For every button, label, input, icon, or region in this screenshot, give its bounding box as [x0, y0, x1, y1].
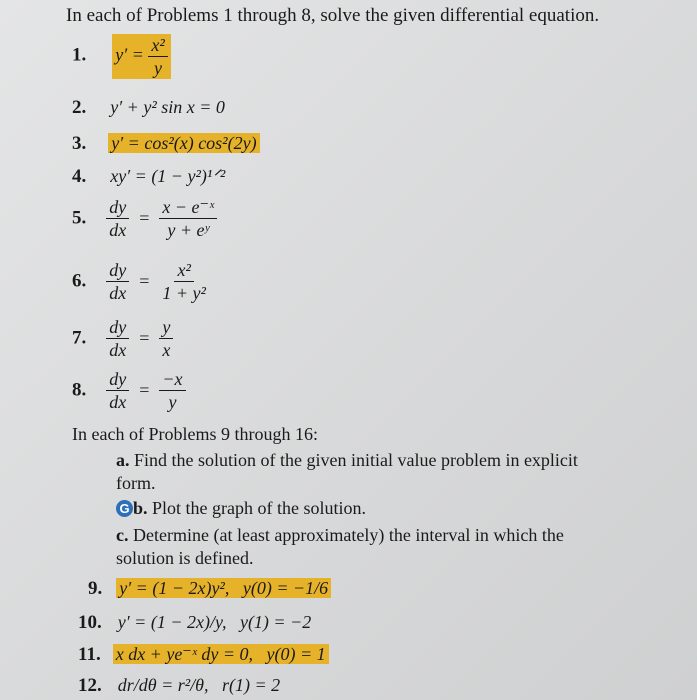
numerator: x²: [174, 259, 193, 282]
numerator: x − e⁻ˣ: [159, 196, 217, 219]
part-c-text: Determine (at least approximately) the interval in which the: [133, 525, 564, 545]
part-b-text: Plot the graph of the solution.: [152, 498, 366, 518]
instructions-heading: In each of Problems 1 through 8, solve the given differential equation.: [66, 5, 600, 26]
equals: =: [139, 328, 150, 348]
problem-7: [72, 316, 173, 361]
problem-12: [78, 675, 280, 697]
problem-number: 11.: [78, 644, 101, 665]
equals: =: [139, 271, 150, 291]
denominator: y: [154, 58, 163, 78]
denominator: dx: [109, 392, 127, 412]
derivative: [106, 316, 129, 361]
problem-number: 8.: [72, 379, 87, 401]
problem-2-equation: y′ + y² sin x = 0: [110, 97, 225, 117]
problem-number: 9.: [88, 578, 103, 599]
denominator: dx: [109, 220, 127, 240]
initial-condition: y(0) = −1/6: [242, 578, 329, 598]
denominator: y: [168, 392, 177, 412]
problem-1-equation: [112, 34, 170, 79]
part-a-label: a.: [116, 450, 130, 470]
initial-condition: y(1) = −2: [239, 612, 312, 632]
numerator: dy: [106, 368, 129, 391]
problem-10: [78, 612, 311, 634]
problem-3: [72, 133, 260, 155]
problem-6: [72, 259, 209, 304]
problem-4-equation: xy′ = (1 − y²)¹ᐟ²: [110, 166, 226, 186]
problem-12-equation: [118, 675, 280, 695]
problem-number: 10.: [78, 612, 102, 633]
equals: =: [139, 208, 150, 228]
instructions-heading-2: In each of Problems 9 through 16:: [72, 424, 318, 444]
problem-10-equation: [118, 612, 311, 632]
denominator: y + eʸ: [167, 220, 210, 240]
graphing-icon: G: [116, 500, 133, 517]
numerator: dy: [106, 316, 129, 339]
denominator: dx: [109, 283, 127, 303]
fraction: [159, 368, 185, 413]
part-b-label: b.: [133, 498, 148, 518]
problem-number: 12.: [78, 675, 102, 696]
part-c: [116, 525, 564, 546]
problem-8: [72, 368, 186, 413]
fraction: [159, 196, 217, 241]
equals: =: [139, 380, 150, 400]
problem-4: [72, 166, 225, 188]
denominator: 1 + y²: [162, 283, 206, 303]
part-a-continued: form.: [116, 473, 156, 493]
equation: y′ = (1 − 2x)/y,: [117, 612, 227, 632]
fraction: [148, 34, 167, 79]
problem-9: [88, 578, 331, 600]
equation: dr/dθ = r²/θ,: [117, 675, 209, 695]
problem-2: [72, 97, 225, 119]
numerator: y: [159, 316, 173, 339]
equation: x dx + ye⁻ˣ dy = 0,: [115, 644, 254, 664]
initial-condition: r(1) = 2: [222, 675, 281, 695]
problem-number: 3.: [72, 133, 87, 154]
problem-number: 4.: [72, 166, 87, 187]
problem-11-equation: [113, 644, 329, 664]
problem-number: 1.: [72, 44, 87, 66]
problem-5: [72, 196, 217, 241]
problem-1: [72, 34, 171, 79]
derivative: [106, 259, 129, 304]
part-c-continued: solution is defined.: [116, 548, 254, 568]
derivative: [106, 368, 129, 413]
problem-9-equation: [116, 578, 331, 598]
numerator: dy: [106, 196, 129, 219]
denominator: x: [162, 340, 171, 360]
equation: y′ = (1 − 2x)y²,: [119, 578, 230, 598]
lhs: y′ =: [115, 44, 144, 65]
problem-number: 2.: [72, 97, 87, 118]
part-c-label: c.: [116, 525, 129, 545]
numerator: −x: [159, 368, 185, 391]
denominator: dx: [109, 340, 127, 360]
part-a: [116, 450, 578, 471]
part-a-text: Find the solution of the given initial value problem in explicit: [134, 450, 578, 470]
problem-number: 7.: [72, 327, 87, 349]
fraction: [159, 316, 173, 361]
problem-3-equation: y′ = cos²(x) cos²(2y): [108, 133, 259, 153]
numerator: dy: [106, 259, 129, 282]
derivative: [106, 196, 129, 241]
problem-number: 5.: [72, 207, 87, 229]
initial-condition: y(0) = 1: [266, 644, 326, 664]
fraction: [159, 259, 209, 304]
part-b: [116, 498, 366, 519]
problem-11: [78, 644, 329, 666]
numerator: x²: [148, 34, 167, 57]
problem-number: 6.: [72, 270, 87, 292]
